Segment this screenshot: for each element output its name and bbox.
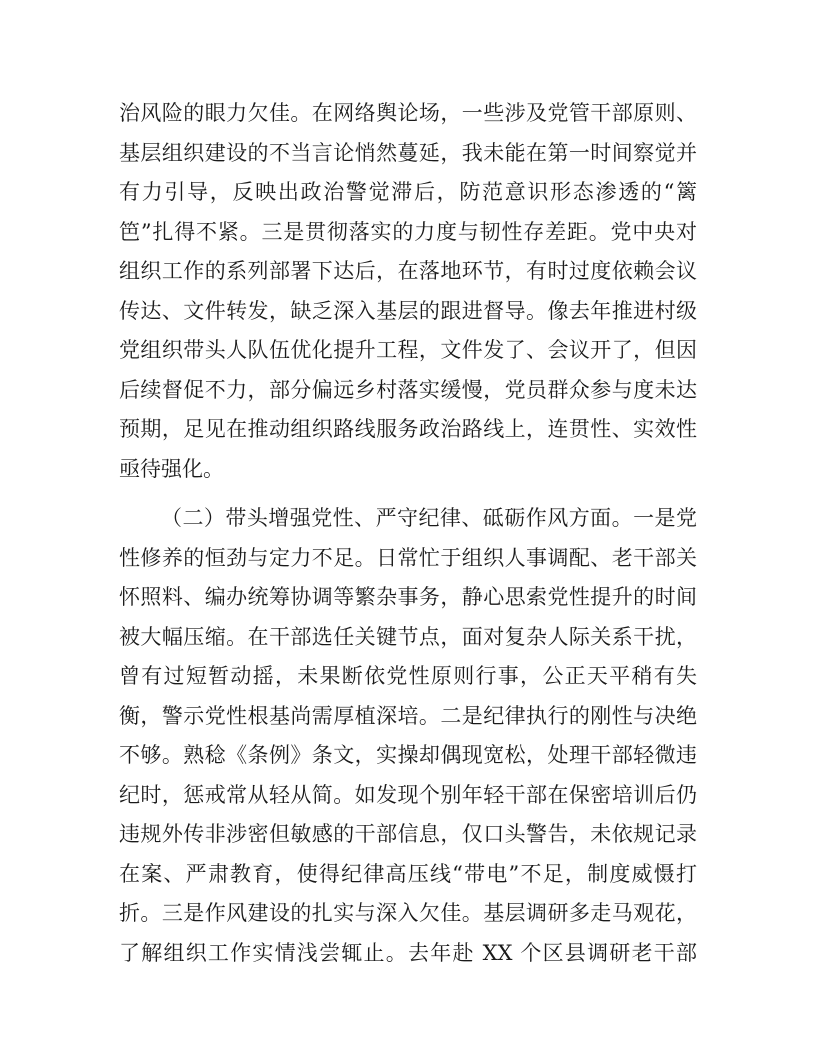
text-line: 组织工作的系列部署下达后，在落地环节，有时过度依赖会议: [119, 259, 697, 283]
text-line: 性修养的恒劲与定力不足。日常忙于组织人事调配、老干部关: [119, 545, 697, 570]
text-line: 有力引导，反映出政治警觉滞后，防范意识形态渗透的“篱: [119, 180, 697, 204]
text-line: 违规外传非涉密但敏感的干部信息，仅口头警告，未依规记录: [119, 822, 697, 846]
text-line: 不够。熟稔《条例》条文，实操却偶现宽松，处理干部轻微违: [119, 743, 697, 767]
text-line: 传达、文件转发，缺乏深入基层的跟进督导。像去年推进村级: [119, 298, 697, 323]
paragraph-2: [119, 499, 697, 973]
paragraph-gap: [119, 489, 697, 499]
paragraph-1: [119, 94, 697, 489]
text-line: 后续督促不力，部分偏远乡村落实缓慢，党员群众参与度未达: [119, 377, 697, 402]
text-line: 怀照料、编办统筹协调等繁杂事务，静心思索党性提升的时间: [119, 585, 697, 609]
text-line: 被大幅压缩。在干部选任关键节点，面对复杂人际关系干扰，: [119, 624, 697, 649]
document-page: [119, 94, 697, 973]
text-line: 折。三是作风建设的扎实与深入欠佳。基层调研多走马观花，: [119, 901, 697, 925]
text-line: 衡，警示党性根基尚需厚植深培。二是纪律执行的刚性与决绝: [119, 703, 697, 728]
text-line: 亟待强化。: [119, 456, 224, 481]
text-line: 在案、严肃教育，使得纪律高压线“带电”不足，制度威慑打: [119, 861, 697, 886]
text-line: 预期，足见在推动组织路线服务政治路线上，连贯性、实效性: [119, 417, 697, 441]
text-line: 基层组织建设的不当言论悄然蔓延，我未能在第一时间察觉并: [119, 140, 697, 165]
text-line: 治风险的眼力欠佳。在网络舆论场，一些涉及党管干部原则、: [119, 101, 697, 125]
text-line: 笆”扎得不紧。三是贯彻落实的力度与韧性存差距。党中央对: [119, 219, 697, 244]
text-line: 纪时，惩戒常从轻从简。如发现个别年轻干部在保密培训后仍: [119, 782, 697, 807]
text-line: 了解组织工作实情浅尝辄止。去年赴 XX 个区县调研老干部: [119, 940, 697, 965]
text-line: 党组织带头人队伍优化提升工程，文件发了、会议开了，但因: [119, 338, 697, 362]
text-line: （二）带头增强党性、严守纪律、砥砺作风方面。一是党: [161, 506, 697, 530]
text-line: 曾有过短暂动摇，未果断依党性原则行事，公正天平稍有失: [119, 664, 697, 688]
